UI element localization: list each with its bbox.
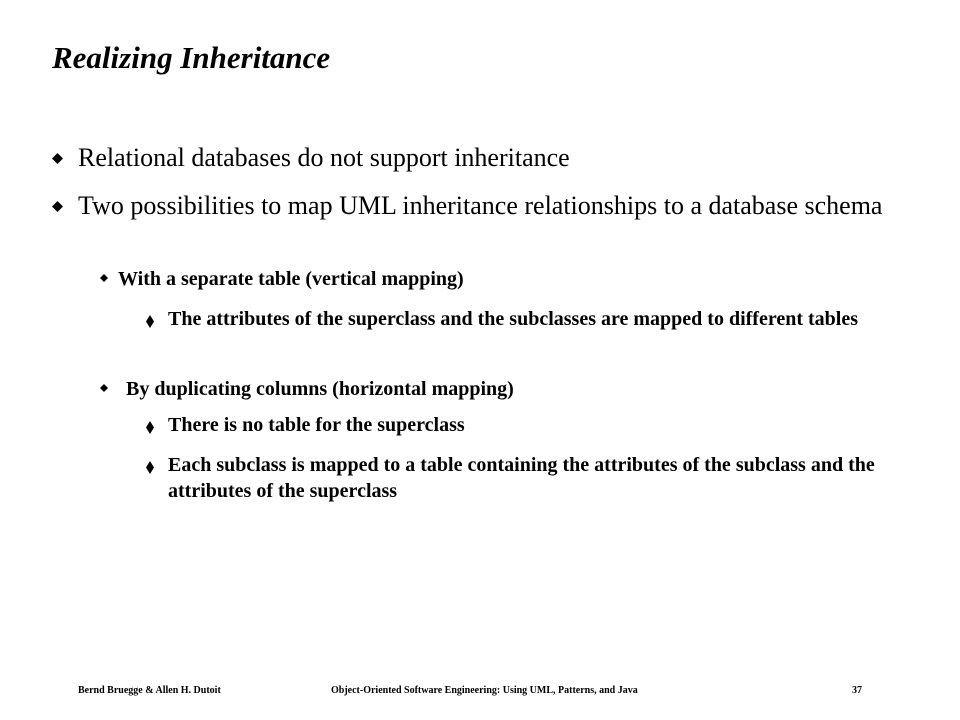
footer-authors: Bernd Bruegge & Allen H. Dutoit xyxy=(78,685,221,696)
bullet-text: Relational databases do not support inheritance xyxy=(78,143,570,172)
tall-diamond-bullet-icon xyxy=(146,461,154,474)
footer-page-number: 37 xyxy=(852,685,862,696)
sub-bullet-text: With a separate table (vertical mapping) xyxy=(118,268,464,290)
small-diamond-bullet-icon xyxy=(100,274,108,282)
tall-diamond-bullet-icon xyxy=(146,421,154,434)
diamond-bullet-icon xyxy=(52,201,63,212)
small-diamond-bullet-icon xyxy=(100,384,108,392)
sub-sub-bullet-text: The attributes of the superclass and the subclasses are mapped to different tables xyxy=(168,308,859,330)
slide-title: Realizing Inheritance xyxy=(52,40,331,75)
sub-bullet-text: By duplicating columns (horizontal mapping) xyxy=(126,378,514,400)
sub-sub-bullet-text: Each subclass is mapped to a table containing the attributes of the subclass and the attributes of the superclass xyxy=(168,454,875,502)
footer-book-title: Object-Oriented Software Engineering: Using UML, Patterns, and Java xyxy=(331,685,638,696)
diamond-bullet-icon xyxy=(52,153,63,164)
bullet-text: Two possibilities to map UML inheritance relationships to a database schema xyxy=(78,191,883,220)
sub-sub-bullet-text: There is no table for the superclass xyxy=(168,414,465,436)
tall-diamond-bullet-icon xyxy=(146,315,154,328)
